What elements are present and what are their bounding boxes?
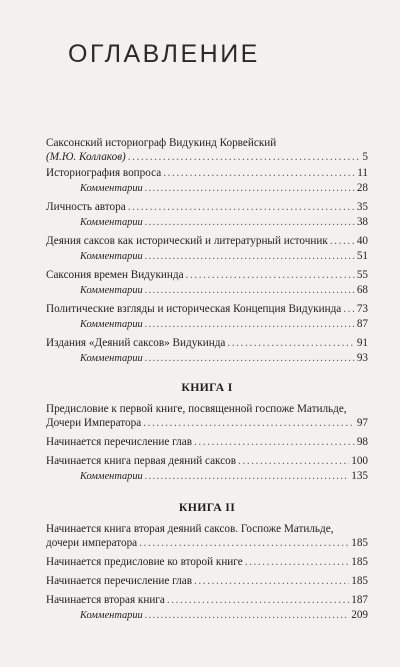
toc-page-number: 68: [356, 284, 368, 296]
toc-entry-title: Начинается перечисление глав: [46, 575, 193, 587]
toc-entry-title: Комментарии: [80, 217, 143, 228]
toc-entry-title: Личность автора: [46, 201, 126, 213]
leader-dots: [194, 435, 355, 449]
toc-entry-title: Издания «Деяний саксов» Видукинда: [46, 337, 226, 349]
toc-page-number: 11: [357, 167, 368, 179]
toc-entry-title: Саксонский историограф Видукинд Корвейский: [46, 137, 277, 149]
toc-entry[interactable]: [46, 555, 368, 569]
toc-page-number: 87: [356, 318, 368, 330]
leader-dots: [186, 268, 355, 282]
toc-entry[interactable]: [46, 166, 368, 180]
toc-entry[interactable]: [46, 522, 368, 550]
toc-comment-entry[interactable]: [46, 608, 368, 623]
leader-dots: [194, 574, 349, 588]
toc-entry-title: Комментарии: [80, 610, 143, 621]
toc-entry-title: Предисловие к первой книге, посвященной госпоже Матильде,: [46, 403, 347, 415]
leader-dots: [145, 284, 355, 298]
toc-entry-title: Историография вопроса: [46, 167, 162, 179]
leader-dots: [128, 200, 355, 214]
toc-page-number: 187: [351, 594, 368, 606]
toc-page-number: 93: [356, 352, 368, 364]
toc-page-number: 38: [356, 216, 368, 228]
toc-entry[interactable]: [46, 336, 368, 350]
toc-page-number: 97: [356, 417, 368, 429]
toc-entry[interactable]: [46, 435, 368, 449]
toc-entry[interactable]: [46, 574, 368, 588]
toc-comment-entry[interactable]: [46, 215, 368, 230]
toc-entry[interactable]: [46, 593, 368, 607]
toc-entry-title-cont: Дочери Императора: [46, 417, 142, 429]
toc-entry-title: Политические взгляды и историческая Концепция Видукинда: [46, 303, 342, 315]
leader-dots: [145, 318, 355, 332]
toc-entry-author: (М.Ю. Коллаков): [46, 151, 126, 163]
leader-dots: [139, 536, 349, 550]
toc-entry-title: Комментарии: [80, 353, 143, 364]
leader-dots: [343, 302, 355, 316]
toc-entry-title: Начинается перечисление глав: [46, 436, 193, 448]
toc-entry-title: Комментарии: [80, 319, 143, 330]
leader-dots: [145, 250, 355, 264]
toc-entry-title: Деяния саксов как исторический и литературный источник: [46, 235, 328, 247]
leader-dots: [238, 454, 349, 468]
toc-comment-entry[interactable]: [46, 283, 368, 298]
toc-entry-title: Начинается предисловие ко второй книге: [46, 556, 243, 568]
toc-page-number: 185: [351, 537, 368, 549]
toc-page-number: 185: [351, 556, 368, 568]
toc-entry[interactable]: [46, 302, 368, 316]
toc-page-number: 55: [356, 269, 368, 281]
toc-entry[interactable]: [46, 200, 368, 214]
leader-dots: [145, 470, 349, 484]
leader-dots: [128, 150, 361, 164]
leader-dots: [163, 166, 355, 180]
toc-entry-title: Комментарии: [80, 251, 143, 262]
toc-page-number: 185: [351, 575, 368, 587]
toc-entry[interactable]: [46, 402, 368, 430]
toc-comment-entry[interactable]: [46, 351, 368, 366]
toc-entry-title: Начинается вторая книга: [46, 594, 165, 606]
toc-entry[interactable]: [46, 268, 368, 282]
toc-entry-title: Начинается книга вторая деяний саксов. Госпоже Матильде,: [46, 523, 334, 535]
toc-page-number: 5: [362, 151, 368, 163]
toc-entry-title: Саксония времен Видукинда: [46, 269, 184, 281]
toc-comment-entry[interactable]: [46, 317, 368, 332]
toc-page-number: 135: [351, 470, 368, 482]
toc-page-number: 40: [356, 235, 368, 247]
leader-dots: [143, 416, 355, 430]
toc-entry[interactable]: [46, 454, 368, 468]
leader-dots: [145, 216, 355, 230]
page-title: ОГЛАВЛЕНИЕ: [68, 40, 260, 68]
leader-dots: [245, 555, 350, 569]
toc-page-number: 100: [351, 455, 368, 467]
toc-entry-title: Комментарии: [80, 183, 143, 194]
leader-dots: [145, 352, 355, 366]
leader-dots: [145, 609, 349, 623]
book1-heading: КНИГА I: [181, 380, 233, 394]
leader-dots: [167, 593, 349, 607]
toc-page-number: 98: [356, 436, 368, 448]
toc-comment-entry[interactable]: [46, 469, 368, 484]
toc-entry[interactable]: [46, 136, 368, 164]
toc-page-number: 28: [356, 182, 368, 194]
toc-entry-title: Комментарии: [80, 471, 143, 482]
toc-page-number: 209: [351, 609, 368, 621]
toc-entry-title: Комментарии: [80, 285, 143, 296]
book2-heading: КНИГА II: [178, 500, 236, 514]
toc-page-number: 51: [356, 250, 368, 262]
toc-page-number: 35: [356, 201, 368, 213]
toc-page-number: 91: [356, 337, 368, 349]
leader-dots: [330, 234, 355, 248]
toc-entry-title: Начинается книга первая деяний саксов: [46, 455, 237, 467]
toc-page-number: 73: [356, 303, 368, 315]
leader-dots: [145, 182, 355, 196]
leader-dots: [227, 336, 354, 350]
toc-comment-entry[interactable]: [46, 181, 368, 196]
toc-entry[interactable]: [46, 234, 368, 248]
toc-comment-entry[interactable]: [46, 249, 368, 264]
toc-entry-title-cont: дочери императора: [46, 537, 138, 549]
